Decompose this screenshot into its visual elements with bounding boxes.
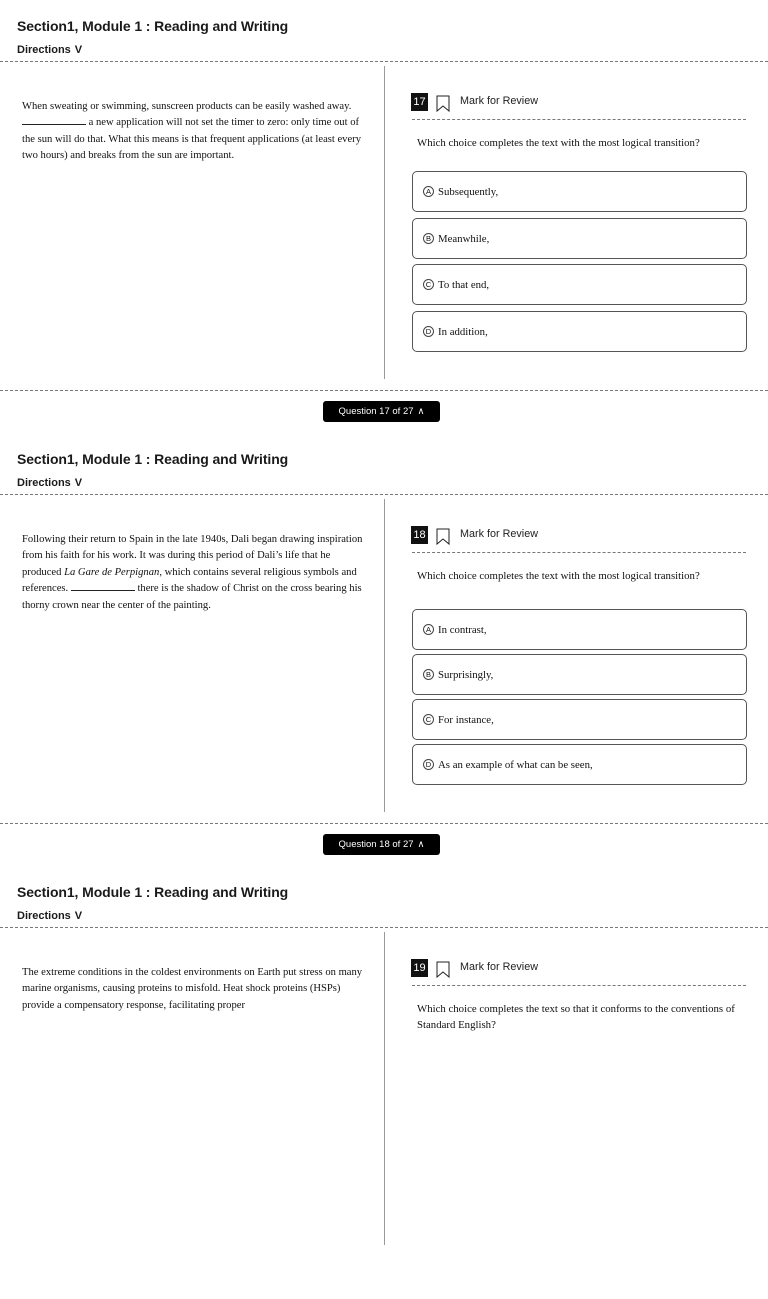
question-navigator-button[interactable]	[323, 401, 440, 422]
choice-text: Subsequently,	[438, 185, 499, 198]
answer-choice-c[interactable]	[412, 264, 747, 305]
question-header-divider	[412, 552, 746, 553]
choice-text: For instance,	[438, 713, 494, 726]
bookmark-icon[interactable]	[436, 961, 450, 978]
choice-text: As an example of what can be seen,	[438, 758, 593, 771]
question-prompt: Which choice completes the text with the most logical transition?	[417, 137, 700, 149]
footer-divider	[0, 390, 768, 391]
answer-choice-a[interactable]	[412, 609, 747, 650]
answer-choice-d[interactable]	[412, 744, 747, 785]
section-title: Section1, Module 1 : Reading and Writing	[17, 884, 289, 900]
question-number-badge: 17	[411, 93, 428, 111]
question-number-badge: 18	[411, 526, 428, 544]
passage-text: The extreme conditions in the coldest environments on Earth put stress on many marine organisms, causing proteins to misfold. Heat shock proteins (HSPs) provide a compensatory response, facilitating proper	[22, 967, 363, 1011]
section-title: Section1, Module 1 : Reading and Writing	[17, 451, 289, 467]
directions-label: Directions	[17, 910, 71, 922]
section-title: Section1, Module 1 : Reading and Writing	[17, 18, 289, 34]
question-screen	[0, 866, 768, 1299]
chevron-down-icon: V	[74, 910, 83, 922]
header-divider	[0, 927, 768, 928]
choice-letter-circle: B	[423, 669, 434, 680]
question-prompt: Which choice completes the text with the most logical transition?	[417, 570, 700, 582]
passage-text: Following their return to Spain in the late 1940s, Dali began drawing inspiration from his faith for his work. It was during this period of Dali’s life that he produced La Gare de Perpignan, which contains several religious symbols and references. there is the shadow of Christ on the cross bearing his thorny crown near the center of the painting.	[22, 534, 363, 611]
question-prompt: Which choice completes the text so that it conforms to the conventions of Standard English?	[417, 1003, 735, 1032]
pane-divider	[384, 932, 385, 1245]
choice-letter-circle: A	[423, 186, 434, 197]
choice-letter-circle: A	[423, 624, 434, 635]
chevron-down-icon: V	[74, 477, 83, 489]
passage-text: When sweating or swimming, sunscreen products can be easily washed away. a new application will not set the timer to zero: only time out of the sun will do that. What this means is that frequent applications (at least every two hours) and breaks from the sun are important.	[22, 101, 362, 162]
directions-label: Directions	[17, 44, 71, 56]
choice-letter-circle: B	[423, 233, 434, 244]
question-header-divider	[412, 985, 746, 986]
mark-for-review-label[interactable]: Mark for Review	[460, 528, 538, 540]
directions-label: Directions	[17, 477, 71, 489]
pane-divider	[384, 66, 385, 379]
mark-for-review-label[interactable]: Mark for Review	[460, 961, 538, 973]
question-navigator-label: Question 18 of 27	[338, 839, 414, 850]
choice-text: Meanwhile,	[438, 232, 490, 245]
directions-toggle[interactable]	[17, 44, 82, 56]
choice-text: In contrast,	[438, 623, 487, 636]
question-screen	[0, 0, 768, 433]
question-navigator-label: Question 17 of 27	[338, 406, 414, 417]
choice-text: In addition,	[438, 325, 488, 338]
question-number-badge: 19	[411, 959, 428, 977]
mark-for-review-label[interactable]: Mark for Review	[460, 95, 538, 107]
chevron-up-icon: ∧	[417, 406, 425, 417]
answer-choice-d[interactable]	[412, 311, 747, 352]
choice-text: Surprisingly,	[438, 668, 494, 681]
answer-choice-b[interactable]	[412, 654, 747, 695]
chevron-up-icon: ∧	[417, 839, 425, 850]
question-screen	[0, 433, 768, 866]
chevron-down-icon: V	[74, 44, 83, 56]
choice-letter-circle: C	[423, 279, 434, 290]
answer-choice-a[interactable]	[412, 171, 747, 212]
question-navigator-button[interactable]	[323, 834, 440, 855]
answer-choice-b[interactable]	[412, 218, 747, 259]
header-divider	[0, 61, 768, 62]
choice-letter-circle: D	[423, 326, 434, 337]
pane-divider	[384, 499, 385, 812]
choice-text: To that end,	[438, 278, 490, 291]
choice-letter-circle: D	[423, 759, 434, 770]
bookmark-icon[interactable]	[436, 95, 450, 112]
footer-divider	[0, 823, 768, 824]
bookmark-icon[interactable]	[436, 528, 450, 545]
header-divider	[0, 494, 768, 495]
answer-choice-c[interactable]	[412, 699, 747, 740]
choice-letter-circle: C	[423, 714, 434, 725]
directions-toggle[interactable]	[17, 910, 82, 922]
directions-toggle[interactable]	[17, 477, 82, 489]
question-header-divider	[412, 119, 746, 120]
